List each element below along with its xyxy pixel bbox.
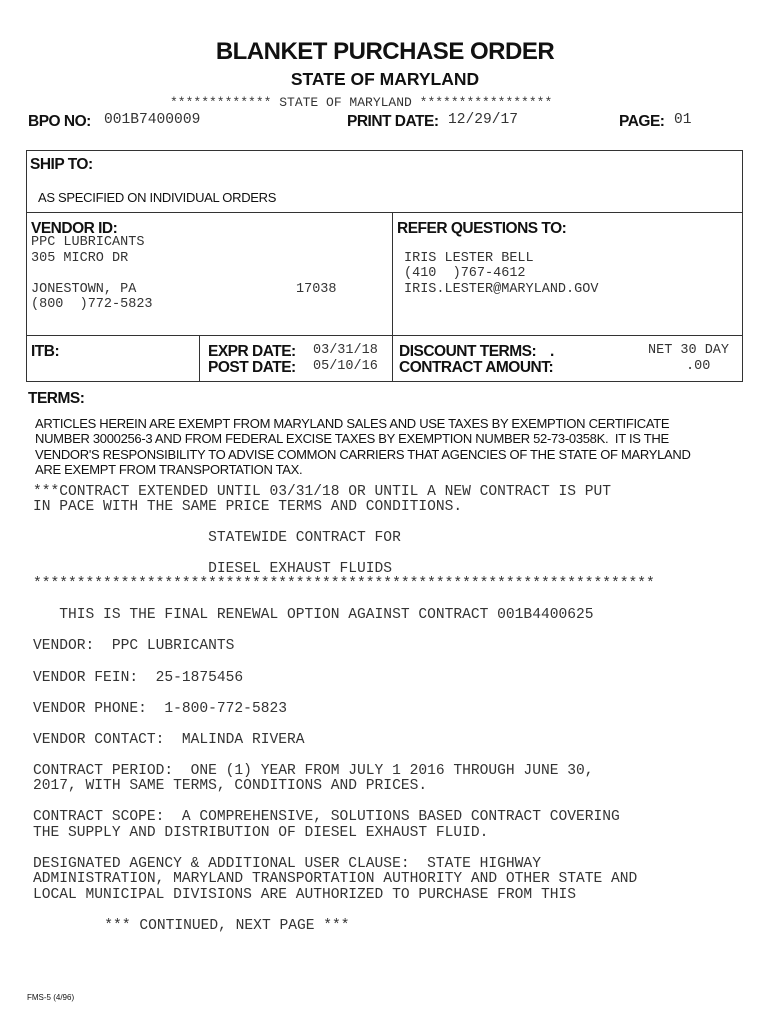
body-line: STATEWIDE CONTRACT FOR (33, 530, 401, 546)
page-value: 01 (674, 112, 692, 128)
continued-notice: *** CONTINUED, NEXT PAGE *** (43, 918, 350, 934)
itb-label: ITB: (31, 343, 60, 360)
vendor-address: 305 MICRO DR (31, 251, 129, 266)
expr-date-value: 03/31/18 (313, 343, 378, 358)
separator-stars: *********************************************************************** (33, 576, 655, 592)
form-id: FMS-5 (4/96) (27, 993, 75, 1002)
vendor-name: PPC LUBRICANTS (31, 235, 145, 250)
body-line: DESIGNATED AGENCY & ADDITIONAL USER CLAUSE: STATE HIGHWAY (33, 856, 541, 872)
document-title: BLANKET PURCHASE ORDER (215, 38, 555, 65)
page-label: PAGE: (619, 113, 665, 130)
refer-questions-label: REFER QUESTIONS TO: (397, 220, 567, 237)
contract-amount-value: .00 (686, 359, 711, 374)
terms-line: NUMBER 3000256-3 AND FROM FEDERAL EXCISE TAXES BY EXEMPTION NUMBER 52-73-0358K. IT IS THE (35, 431, 669, 446)
post-date-value: 05/10/16 (313, 359, 378, 374)
expr-date-label: EXPR DATE: (208, 343, 296, 360)
body-line: CONTRACT SCOPE: A COMPREHENSIVE, SOLUTIONS BASED CONTRACT COVERING (33, 809, 620, 825)
document-subtitle: STATE OF MARYLAND (290, 69, 480, 89)
body-line: VENDOR PHONE: 1-800-772-5823 (33, 701, 287, 717)
bpo-no-label: BPO NO: (28, 113, 91, 130)
body-line: 2017, WITH SAME TERMS, CONDITIONS AND PRICES. (33, 778, 428, 794)
contact-email[interactable]: IRIS.LESTER@MARYLAND.GOV (404, 282, 599, 297)
body-line: IN PACE WITH THE SAME PRICE TERMS AND CONDITIONS. (33, 499, 463, 515)
divider (26, 335, 743, 336)
body-line: VENDOR FEIN: 25-1875456 (33, 670, 244, 686)
body-line: DIESEL EXHAUST FLUIDS (33, 561, 393, 577)
print-date-value: 12/29/17 (448, 112, 519, 128)
discount-terms-dot: . (550, 343, 554, 360)
print-date-label: PRINT DATE: (347, 113, 439, 130)
body-line: LOCAL MUNICIPAL DIVISIONS ARE AUTHORIZED TO PURCHASE FROM THIS (33, 887, 576, 903)
discount-terms-value: NET 30 DAY (648, 343, 730, 358)
body-line: THIS IS THE FINAL RENEWAL OPTION AGAINST CONTRACT 001B4400625 (33, 607, 594, 623)
body-line: ADMINISTRATION, MARYLAND TRANSPORTATION AUTHORITY AND OTHER STATE AND (33, 871, 638, 887)
divider (26, 212, 743, 213)
ship-to-label: SHIP TO: (30, 156, 93, 173)
body-line: CONTRACT PERIOD: ONE (1) YEAR FROM JULY 1 2016 THROUGH JUNE 30, (33, 763, 594, 779)
ship-to-value: AS SPECIFIED ON INDIVIDUAL ORDERS (38, 190, 277, 205)
body-line: VENDOR CONTACT: MALINDA RIVERA (33, 732, 305, 748)
vendor-id-label: VENDOR ID: (31, 220, 118, 237)
vendor-phone: (800 )772-5823 (31, 297, 153, 312)
terms-line: VENDOR'S RESPONSIBILITY TO ADVISE COMMON CARRIERS THAT AGENCIES OF THE STATE OF MARYLAND (35, 447, 691, 462)
contact-phone: (410 )767-4612 (404, 266, 526, 281)
vendor-city-state: JONESTOWN, PA (31, 282, 137, 297)
terms-label: TERMS: (28, 390, 85, 407)
divider (199, 335, 200, 381)
post-date-label: POST DATE: (208, 359, 296, 376)
terms-line: ARE EXEMPT FROM TRANSPORTATION TAX. (35, 462, 303, 477)
order-info-box (26, 150, 743, 382)
contact-name: IRIS LESTER BELL (404, 251, 534, 266)
divider (392, 212, 393, 381)
bpo-no-value: 001B7400009 (104, 112, 201, 128)
discount-terms-label: DISCOUNT TERMS: (399, 343, 537, 360)
state-banner: ************* STATE OF MARYLAND ***************** (170, 95, 553, 110)
terms-line: ARTICLES HEREIN ARE EXEMPT FROM MARYLAND SALES AND USE TAXES BY EXEMPTION CERTIFICATE (35, 416, 670, 431)
body-line: ***CONTRACT EXTENDED UNTIL 03/31/18 OR UNTIL A NEW CONTRACT IS PUT (33, 484, 612, 500)
contract-amount-label: CONTRACT AMOUNT: (399, 359, 554, 376)
vendor-zip: 17038 (296, 282, 337, 297)
body-line: VENDOR: PPC LUBRICANTS (33, 638, 235, 654)
body-line: THE SUPPLY AND DISTRIBUTION OF DIESEL EXHAUST FLUID. (33, 825, 489, 841)
